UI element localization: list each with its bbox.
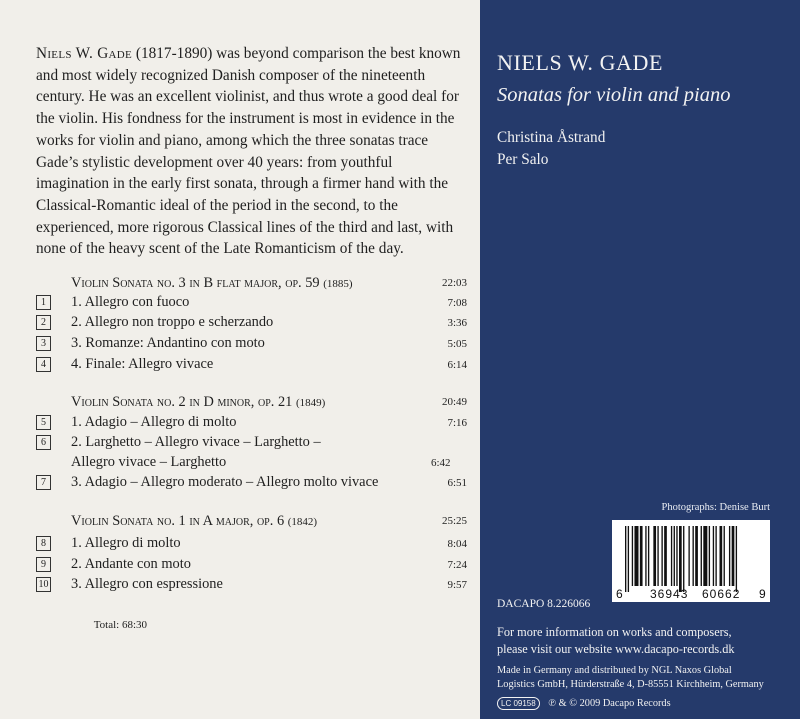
barcode-bar [657,526,658,586]
sonata-year: (1885) [323,278,353,290]
barcode-bar [695,526,698,586]
track-title: 4. Finale: Allegro vivace [71,356,214,372]
track-number-box: 4 [36,357,51,372]
sonata-1-heading [71,513,467,530]
sonata-3-heading [71,275,467,292]
barcode [612,520,770,602]
track-number-box: 5 [36,415,51,430]
barcode-bar [729,526,730,586]
barcode-bar [720,526,723,586]
track-duration: 3:36 [447,317,467,329]
intro-paragraph [36,43,466,260]
sonata-title: Violin Sonata no. 1 in A major, op. 6 [71,513,285,529]
track-title: 3. Romanze: Andantino con moto [71,335,265,351]
barcode-bar [683,526,684,592]
distribution-line: Made in Germany and distributed by NGL Naxos Global [497,665,732,676]
barcode-bar [653,526,656,586]
sonata-year: (1842) [287,516,318,528]
track-row[interactable] [36,433,467,451]
track-number-box: 2 [36,315,51,330]
composer-title: NIELS W. GADE [497,50,664,75]
barcode-bar [664,526,667,586]
sonata-year: (1849) [295,397,326,409]
barcode-bar [645,526,646,586]
track-duration: 8:04 [447,538,467,550]
track-row[interactable] [36,575,467,593]
track-title: 1. Adagio – Allegro di molto [71,414,237,430]
sonata-duration: 22:03 [441,277,467,289]
barcode-bar [625,526,626,592]
track-title: 3. Allegro con espressione [71,576,223,592]
track-title: 1. Allegro con fuoco [71,294,190,310]
track-row[interactable] [36,334,467,352]
barcode-graphic [612,520,770,602]
photo-credit: Photographs: Denise Burt [661,502,770,513]
barcode-bar [715,526,716,586]
barcode-bar [724,526,725,586]
barcode-digit-lead: 6 [616,587,623,601]
distribution-line: Logistics GmbH, Hürderstraße 4, D-85551 Kirchheim, Germany [497,679,764,690]
barcode-bar [679,526,682,592]
track-title: 1. Allegro di molto [71,535,181,551]
barcode-bar [661,526,662,586]
barcode-digit-check: 9 [759,587,766,601]
track-number-box: 1 [36,295,51,310]
barcode-bar [703,526,707,586]
barcode-bar [676,526,677,586]
sonata-title: Violin Sonata no. 2 in D minor, op. 21 [71,394,293,410]
intro-text: (1817-1890) was beyond comparison the best known and most widely recognized Danish composer of the nineteenth century. He was an excellent violinist, and thus wrote a good deal for the violin. His fondness for the instrument is most in evidence in the works for violin and piano, among which the three sonatas trace Gade’s stylistic development over 40 years: from youthful imagination in the early first sonata, through a firmer hand with the Classical-Romantic ideal of the period in the second, to the experienced, more rigorous Classical lines of the third and last, with none of the heavy scent of the Late Romanticism of the day. [36,45,461,258]
track-row-continuation [71,453,467,471]
track-row[interactable] [36,313,467,331]
barcode-bar [628,526,629,592]
track-duration: 6:42 [431,457,451,469]
catalogue-number: DACAPO 8.226066 [497,598,591,610]
track-number-box: 10 [36,577,51,592]
barcode-bar [648,526,649,586]
composer-name-smallcaps: Niels W. Gade [36,45,133,62]
track-number-box: 7 [36,475,51,490]
barcode-bar [671,526,672,586]
more-info-text [497,624,735,658]
track-duration: 5:05 [447,338,467,350]
sonata-title: Violin Sonata no. 3 in B flat major, op. 59 [71,275,320,291]
barcode-digits-left: 36943 [650,587,689,601]
sonata-2-heading [71,394,467,411]
barcode-bar [632,526,633,586]
barcode-bar [640,526,643,586]
track-duration: 7:16 [447,417,467,429]
track-row[interactable] [36,355,467,373]
distribution-text [497,664,764,692]
more-info-line: For more information on works and composers, [497,625,732,639]
track-duration: 6:51 [447,477,467,489]
barcode-bar [634,526,638,586]
track-duration: 9:57 [447,579,467,591]
back-cover-right-panel [480,0,800,719]
barcode-bar [736,526,737,592]
barcode-bar [693,526,694,586]
label-code-row [497,697,671,710]
track-duration: 7:24 [447,559,467,571]
barcode-bar [674,526,675,586]
track-row[interactable] [36,534,467,552]
copyright-text: ℗ & © 2009 Dacapo Records [548,698,671,709]
track-number-box: 6 [36,435,51,450]
track-number-box: 3 [36,336,51,351]
track-title: 2. Andante con moto [71,556,191,572]
track-row[interactable] [36,293,467,311]
track-title: 2. Allegro non troppo e scherzando [71,314,274,330]
barcode-bar [709,526,710,586]
sonata-duration: 25:25 [441,515,467,527]
track-number-box: 8 [36,536,51,551]
barcode-bar [688,526,689,586]
performer-violin: Christina Åstrand [497,129,606,146]
barcode-bar [732,526,735,586]
track-duration: 6:14 [447,359,467,371]
track-duration: 7:08 [447,297,467,309]
more-info-line: please visit our website www.dacapo-records.dk [497,642,735,656]
sonata-duration: 20:49 [441,396,467,408]
performer-piano: Per Salo [497,151,549,168]
track-number-box: 9 [36,557,51,572]
total-duration: Total: 68:30 [93,619,147,631]
barcode-bar [701,526,702,586]
track-title-continued: Allegro vivace – Larghetto [71,454,227,470]
track-row[interactable] [36,555,467,573]
barcode-digits-right: 60662 [702,587,741,601]
album-subtitle: Sonatas for violin and piano [497,84,731,106]
barcode-bar [713,526,714,586]
track-row[interactable] [36,473,467,491]
label-code-badge: LC 09158 [497,697,540,710]
track-title: 3. Adagio – Allegro moderato – Allegro molto vivace [71,474,379,490]
track-row[interactable] [36,413,467,431]
track-title: 2. Larghetto – Allegro vivace – Larghetto – [71,434,321,450]
